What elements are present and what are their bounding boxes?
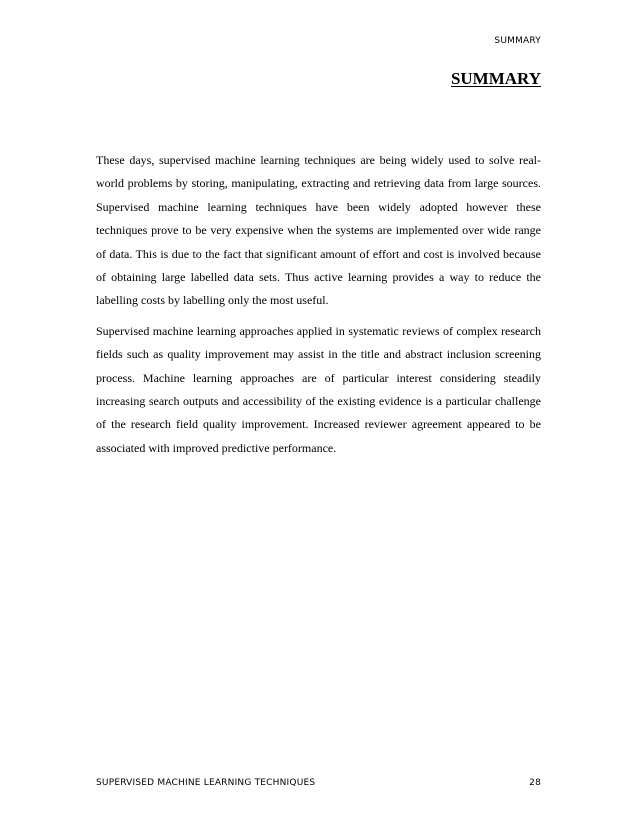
footer-book-title: SUPERVISED MACHINE LEARNING TECHNIQUES xyxy=(96,778,316,788)
running-footer xyxy=(96,778,541,788)
paragraph: Supervised machine learning approaches applied in systematic reviews of complex research fields such as quality improvement may assist in the title and abstract inclusion screening process. Machine learning approaches are of particular interest considering steadily increasing search outputs and accessibility of the existing evidence is a particular challenge of the research field quality improvement. Increased reviewer agreement appeared to be associated with improved predictive performance. xyxy=(96,323,541,455)
body-text xyxy=(96,149,541,467)
page-title: SUMMARY xyxy=(450,69,541,88)
running-header: SUMMARY xyxy=(494,36,541,46)
paragraph: These days, supervised machine learning techniques are being widely used to solve real-world problems by storing, manipulating, extracting and retrieving data from large sources. Supervised machine learning techniques have been widely adopted however these techniques prove to be very expensive when the systems are implemented over wide range of data. This is due to the fact that significant amount of effort and cost is involved because of obtaining large labelled data sets. Thus active learning provides a way to reduce the labelling costs by labelling only the most useful. xyxy=(96,153,541,308)
page-number: 28 xyxy=(529,778,541,788)
